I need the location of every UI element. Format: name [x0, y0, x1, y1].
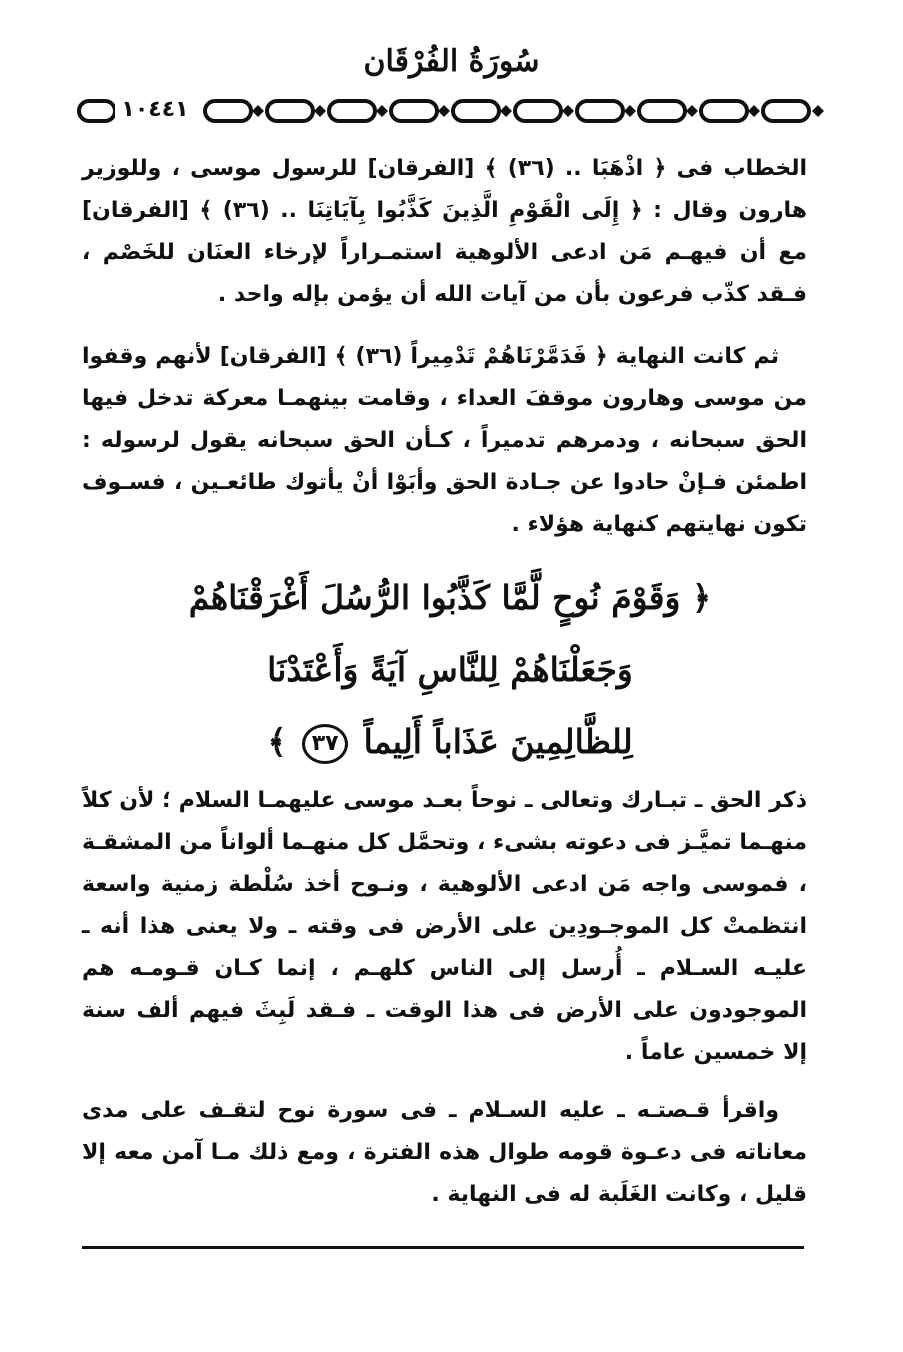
verse-close-bracket: ﴾ — [267, 722, 287, 761]
quran-verse-block — [150, 562, 750, 778]
quran-line-3-text: لِلظَّالِمِينَ عَذَاباً أَلِيماً — [363, 722, 633, 761]
paragraph — [82, 780, 807, 1074]
paragraph-text: الخطاب فى ﴿ اذْهَبَا .. (٣٦) ﴾ [الفرقان] للرسول موسى ، وللوزير هارون وقال : ﴿ إِلَى الْقَوْمِ الَّذِينَ كَذَّبُوا بِآيَاتِنَا .. (٣٦) ﴾ [الفرقان] مع أن فيهـم مَن ادعى الألوهية استمـراراً لإرخاء العنَان للخَصْم ، فـقد كذّب فرعون بأن من آيات الله أن يؤمن بإله واحد . — [82, 156, 808, 307]
surah-title: سُورَةُ الفُرْقَان — [363, 44, 540, 79]
quran-line-2: وَجَعَلْنَاهُمْ لِلنَّاسِ آيَةً وَأَعْتَدْنَا — [267, 650, 633, 689]
page-number: ١٠٤٤١ — [115, 95, 195, 125]
verse-number-badge: ٣٧ — [302, 724, 348, 764]
paragraph-text: ثم كانت النهاية ﴿ فَدَمَّرْنَاهُمْ تَدْمِيراً (٣٦) ﴾ [الفرقان] لأنهم وقفوا من موسى وهارون موقفَ العداء ، وقامت بينهمـا معركة تدخل فيها الحق سبحانه ، ودمرهم تدميراً ، كـأن الحق سبحانه يقول لرسوله : اطمئن فـإنْ حادوا عن جـادة الحق وأبَوْا أنْ يأتوك طائعـين ، فسـوف تكون نهايتهم كنهاية هؤلاء . — [82, 344, 807, 537]
paragraph-text: واقرأ قـصتـه ـ عليه السـلام ـ فى سورة نوح لتقـف على مدى معاناته فى دعـوة قومه طوال هذه الفترة ، ومع ذلك مـا آمن معه إلا قليل ، وكانت الغَلَبة له فى النهاية . — [82, 1098, 807, 1207]
quran-line-3 — [150, 706, 750, 778]
footer-rule — [82, 1246, 804, 1249]
quran-line-1: ﴿ وَقَوْمَ نُوحٍ لَّمَّا كَذَّبُوا الرُّسُلَ أَغْرَقْنَاهُمْ — [188, 578, 712, 617]
paragraph-text: ذكر الحق ـ تبـارك وتعالى ـ نوحاً بعـد موسى عليهمـا السلام ؛ لأن كلاً منهـما تميَّـز فى دعوته بشىء ، وتحمَّل كل منهـما ألواناً من المشقـة ، فموسى واجه مَن ادعى الألوهية ، ونـوح أخذ سُلْطة زمنية واسعة انتظمتْ كل الموجـودِين على الأرض فى وقته ـ ولا يعنى هذا أنه ـ عليـه السـلام ـ أُرسل إلى الناس كلهـم ، إنما كـان قـومـه هم الموجودون على الأرض فى هذا الوقت ـ فـقد لَبِثَ فيهم ألف سنة إلا خمسين عاماً . — [82, 788, 807, 1065]
paragraph — [82, 148, 807, 316]
paragraph — [82, 336, 807, 546]
paragraph — [82, 1090, 807, 1216]
